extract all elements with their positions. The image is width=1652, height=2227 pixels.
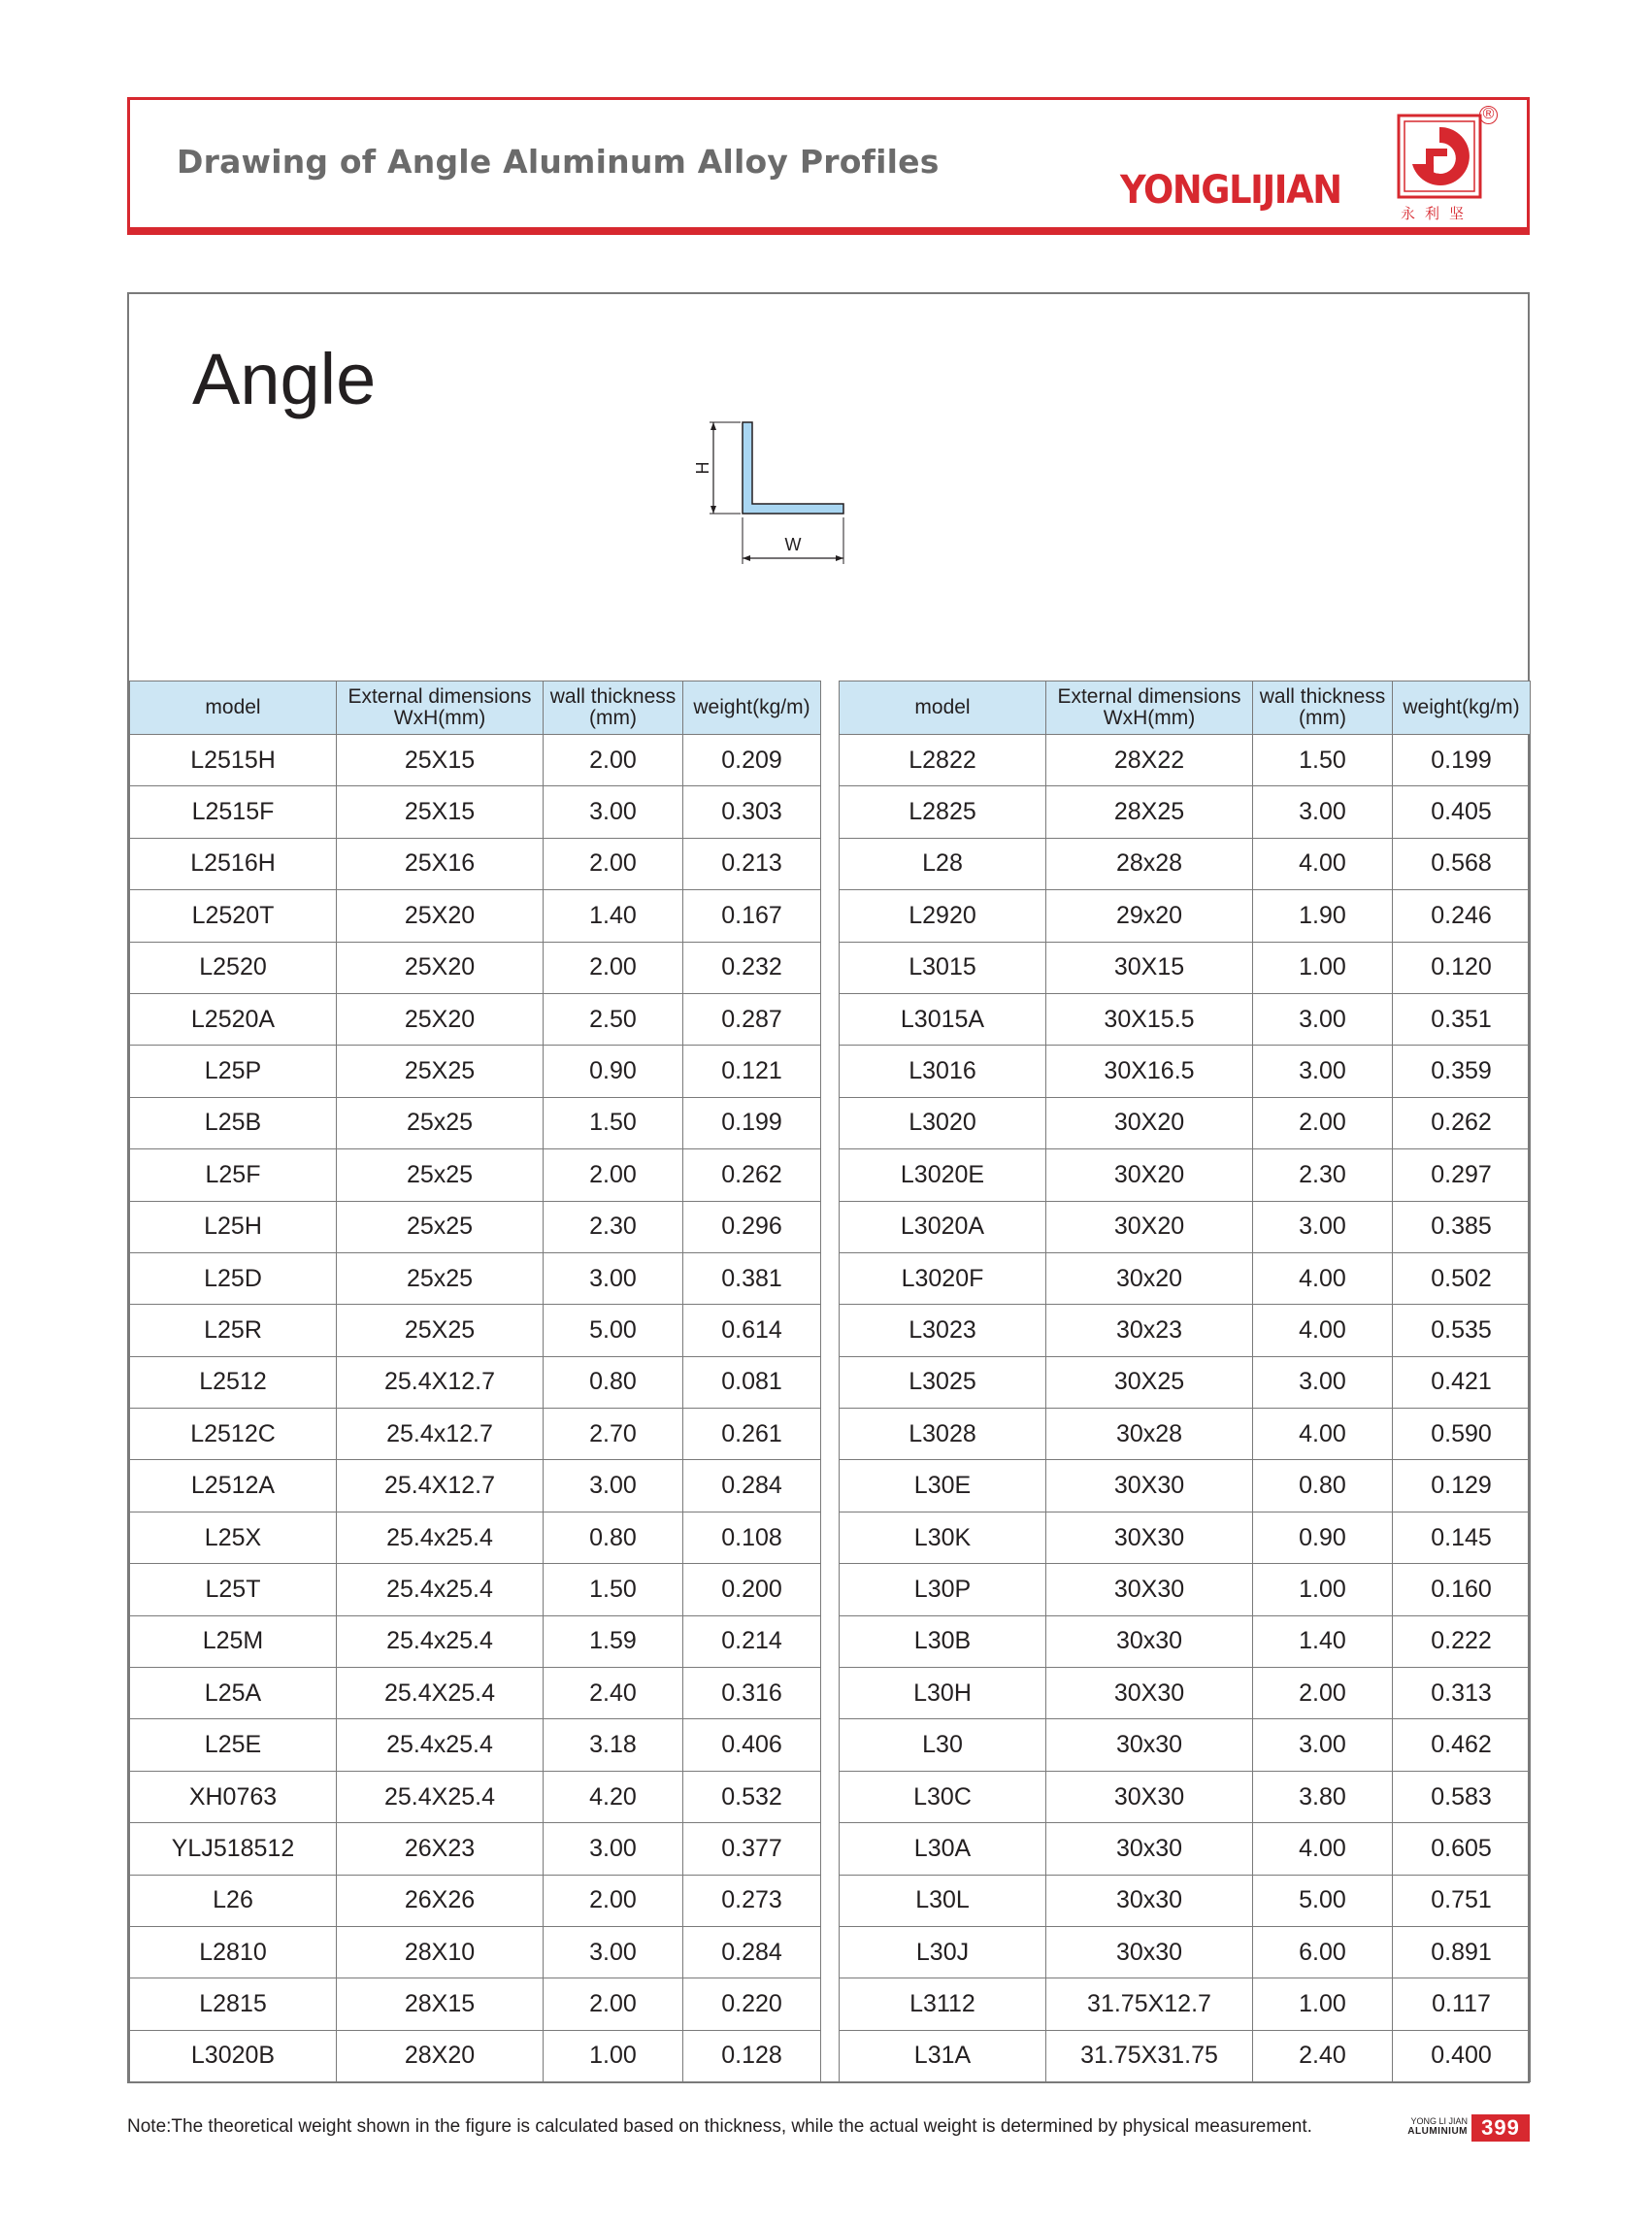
cell-dimensions: 28X22	[1046, 735, 1253, 786]
cell-model: L3020	[840, 1097, 1046, 1148]
page-header	[127, 97, 1530, 235]
cell-wall-thickness: 1.50	[544, 1097, 683, 1148]
cell-wall-thickness: 2.40	[544, 1668, 683, 1719]
cell-weight: 0.200	[683, 1564, 821, 1615]
table-row	[130, 1097, 821, 1148]
cell-wall-thickness: 1.90	[1253, 890, 1393, 942]
table-row	[840, 1356, 1531, 1408]
cell-weight: 0.120	[1393, 942, 1531, 993]
cell-wall-thickness: 2.30	[1253, 1149, 1393, 1201]
cell-dimensions: 31.75X31.75	[1046, 2030, 1253, 2081]
cell-weight: 0.167	[683, 890, 821, 942]
cell-model: L2822	[840, 735, 1046, 786]
table-row	[840, 1926, 1531, 1978]
cell-dimensions: 30X16.5	[1046, 1046, 1253, 1097]
cell-model: L2515H	[130, 735, 337, 786]
cell-dimensions: 30X30	[1046, 1460, 1253, 1512]
table-row	[130, 1409, 821, 1460]
cell-dimensions: 25X15	[337, 786, 544, 838]
cell-wall-thickness: 3.80	[1253, 1771, 1393, 1822]
cell-model: L30J	[840, 1926, 1046, 1978]
cell-wall-thickness: 3.00	[544, 1460, 683, 1512]
cell-weight: 0.273	[683, 1875, 821, 1926]
angle-profile-shape	[743, 422, 843, 514]
cell-weight: 0.381	[683, 1252, 821, 1304]
cell-dimensions: 28X25	[1046, 786, 1253, 838]
cell-dimensions: 30x28	[1046, 1409, 1253, 1460]
cell-weight: 0.213	[683, 838, 821, 889]
table-row	[130, 1046, 821, 1097]
cell-model: L3028	[840, 1409, 1046, 1460]
table-row	[130, 1201, 821, 1252]
table-row	[840, 1252, 1531, 1304]
cell-wall-thickness: 2.00	[544, 942, 683, 993]
cell-model: L3020E	[840, 1149, 1046, 1201]
cell-wall-thickness: 3.00	[544, 1252, 683, 1304]
cell-dimensions: 30x30	[1046, 1615, 1253, 1667]
cell-wall-thickness: 1.40	[544, 890, 683, 942]
cell-weight: 0.220	[683, 1978, 821, 2030]
table-row	[130, 1875, 821, 1926]
table-row	[840, 1564, 1531, 1615]
svg-text:永利坚: 永利坚	[1401, 205, 1474, 222]
angle-table-right	[839, 681, 1531, 2082]
table-row	[130, 1668, 821, 1719]
cell-model: L2516H	[130, 838, 337, 889]
cell-model: L2515F	[130, 786, 337, 838]
cell-dimensions: 26X23	[337, 1823, 544, 1875]
cell-dimensions: 28X10	[337, 1926, 544, 1978]
cell-weight: 0.614	[683, 1305, 821, 1356]
cell-model: L25B	[130, 1097, 337, 1148]
cell-model: L3016	[840, 1046, 1046, 1097]
cell-wall-thickness: 1.50	[544, 1564, 683, 1615]
cell-model: L30H	[840, 1668, 1046, 1719]
cell-dimensions: 29x20	[1046, 890, 1253, 942]
cell-model: L2520	[130, 942, 337, 993]
cell-dimensions: 25X15	[337, 735, 544, 786]
cell-model: L28	[840, 838, 1046, 889]
cell-wall-thickness: 4.00	[1253, 1252, 1393, 1304]
table-row	[130, 1252, 821, 1304]
header-title: Drawing of Angle Aluminum Alloy Profiles	[177, 143, 940, 181]
cell-dimensions: 25X25	[337, 1046, 544, 1097]
column-header-model: model	[840, 681, 1046, 735]
cell-wall-thickness: 1.50	[1253, 735, 1393, 786]
cell-wall-thickness: 6.00	[1253, 1926, 1393, 1978]
cell-model: L25H	[130, 1201, 337, 1252]
cell-dimensions: 30X15.5	[1046, 993, 1253, 1045]
cell-dimensions: 25.4X12.7	[337, 1460, 544, 1512]
cell-weight: 0.297	[1393, 1149, 1531, 1201]
cell-weight: 0.129	[1393, 1460, 1531, 1512]
table-row	[130, 1719, 821, 1771]
page-number: 399	[1471, 2114, 1530, 2142]
cell-wall-thickness: 3.00	[544, 1926, 683, 1978]
cell-wall-thickness: 2.00	[544, 1978, 683, 2030]
cell-model: L2520T	[130, 890, 337, 942]
cell-model: L2512C	[130, 1409, 337, 1460]
table-row	[840, 1512, 1531, 1563]
cell-wall-thickness: 2.00	[1253, 1668, 1393, 1719]
cell-dimensions: 25X25	[337, 1305, 544, 1356]
cell-model: L30B	[840, 1615, 1046, 1667]
cell-dimensions: 28X20	[337, 2030, 544, 2081]
cell-dimensions: 25.4x25.4	[337, 1615, 544, 1667]
column-header-wall-thickness: wall thickness (mm)	[544, 681, 683, 735]
cell-model: L25X	[130, 1512, 337, 1563]
table-row	[840, 1719, 1531, 1771]
column-header-dimensions: External dimensions WxH(mm)	[337, 681, 544, 735]
angle-table-left	[129, 681, 821, 2082]
cell-model: L2815	[130, 1978, 337, 2030]
cell-model: YLJ518512	[130, 1823, 337, 1875]
cell-model: L30E	[840, 1460, 1046, 1512]
cell-wall-thickness: 1.00	[1253, 1564, 1393, 1615]
cell-wall-thickness: 3.00	[1253, 1719, 1393, 1771]
cell-dimensions: 28x28	[1046, 838, 1253, 889]
cell-weight: 0.303	[683, 786, 821, 838]
cell-wall-thickness: 4.00	[1253, 1823, 1393, 1875]
cell-wall-thickness: 0.80	[544, 1512, 683, 1563]
table-row	[130, 942, 821, 993]
cell-model: L2512A	[130, 1460, 337, 1512]
cell-model: L3015	[840, 942, 1046, 993]
cell-wall-thickness: 1.00	[1253, 1978, 1393, 2030]
cell-dimensions: 30x30	[1046, 1926, 1253, 1978]
cell-weight: 0.209	[683, 735, 821, 786]
cell-model: L30	[840, 1719, 1046, 1771]
column-header-dimensions: External dimensions WxH(mm)	[1046, 681, 1253, 735]
cell-weight: 0.568	[1393, 838, 1531, 889]
cell-model: L25A	[130, 1668, 337, 1719]
table-row	[130, 890, 821, 942]
cell-wall-thickness: 2.00	[544, 838, 683, 889]
cell-weight: 0.891	[1393, 1926, 1531, 1978]
cell-weight: 0.284	[683, 1460, 821, 1512]
cell-dimensions: 25.4X25.4	[337, 1668, 544, 1719]
table-row	[130, 838, 821, 889]
table-row	[840, 1460, 1531, 1512]
table-row	[130, 786, 821, 838]
cell-dimensions: 30x20	[1046, 1252, 1253, 1304]
column-header-weight: weight(kg/m)	[1393, 681, 1531, 735]
table-row	[840, 1771, 1531, 1822]
cell-model: L25E	[130, 1719, 337, 1771]
cell-weight: 0.214	[683, 1615, 821, 1667]
table-row	[130, 1926, 821, 1978]
cell-model: L3020B	[130, 2030, 337, 2081]
cell-dimensions: 25.4x25.4	[337, 1564, 544, 1615]
cell-weight: 0.583	[1393, 1771, 1531, 1822]
cell-wall-thickness: 1.00	[544, 2030, 683, 2081]
cell-model: L30K	[840, 1512, 1046, 1563]
cell-wall-thickness: 0.80	[544, 1356, 683, 1408]
cell-wall-thickness: 3.00	[544, 786, 683, 838]
cell-weight: 0.262	[1393, 1097, 1531, 1148]
column-header-weight: weight(kg/m)	[683, 681, 821, 735]
table-row	[130, 1460, 821, 1512]
cell-dimensions: 25x25	[337, 1149, 544, 1201]
table-row	[130, 1615, 821, 1667]
cell-weight: 0.284	[683, 1926, 821, 1978]
cell-wall-thickness: 4.20	[544, 1771, 683, 1822]
cell-wall-thickness: 0.90	[1253, 1512, 1393, 1563]
cell-weight: 0.532	[683, 1771, 821, 1822]
cell-wall-thickness: 2.30	[544, 1201, 683, 1252]
cell-model: L25P	[130, 1046, 337, 1097]
cell-model: L25M	[130, 1615, 337, 1667]
cell-model: L30P	[840, 1564, 1046, 1615]
cell-wall-thickness: 3.00	[1253, 1356, 1393, 1408]
cell-dimensions: 30X30	[1046, 1668, 1253, 1719]
table-row	[130, 1771, 821, 1822]
cell-model: L25R	[130, 1305, 337, 1356]
cell-model: L3023	[840, 1305, 1046, 1356]
cell-weight: 0.405	[1393, 786, 1531, 838]
cell-dimensions: 30X20	[1046, 1097, 1253, 1148]
cell-dimensions: 30X30	[1046, 1771, 1253, 1822]
cell-dimensions: 30X30	[1046, 1512, 1253, 1563]
badge-label: YONG LI JIAN ALUMINIUM	[1407, 2116, 1468, 2137]
cell-weight: 0.605	[1393, 1823, 1531, 1875]
cell-weight: 0.199	[683, 1097, 821, 1148]
cell-wall-thickness: 2.00	[544, 1875, 683, 1926]
table-row	[840, 993, 1531, 1045]
cell-weight: 0.385	[1393, 1201, 1531, 1252]
cell-dimensions: 30X15	[1046, 942, 1253, 993]
cell-model: XH0763	[130, 1771, 337, 1822]
cell-dimensions: 25X20	[337, 890, 544, 942]
cell-model: L25F	[130, 1149, 337, 1201]
dimension-label-h: H	[692, 461, 712, 475]
main-frame	[127, 292, 1530, 2083]
cell-wall-thickness: 3.00	[1253, 1201, 1393, 1252]
cell-dimensions: 25.4x25.4	[337, 1719, 544, 1771]
cell-dimensions: 30X25	[1046, 1356, 1253, 1408]
table-row	[840, 890, 1531, 942]
table-row	[840, 735, 1531, 786]
footnote: Note:The theoretical weight shown in the figure is calculated based on thickness, while the actual weight is determined by physical measurement.	[127, 2116, 1312, 2137]
table-row	[130, 1305, 821, 1356]
cell-weight: 0.421	[1393, 1356, 1531, 1408]
cell-dimensions: 28X15	[337, 1978, 544, 2030]
cell-weight: 0.160	[1393, 1564, 1531, 1615]
cell-weight: 0.359	[1393, 1046, 1531, 1097]
column-header-model: model	[130, 681, 337, 735]
cell-dimensions: 25x25	[337, 1201, 544, 1252]
table-row	[840, 838, 1531, 889]
cell-weight: 0.199	[1393, 735, 1531, 786]
cell-model: L2920	[840, 890, 1046, 942]
cell-model: L25T	[130, 1564, 337, 1615]
cell-wall-thickness: 2.00	[1253, 1097, 1393, 1148]
cell-wall-thickness: 1.00	[1253, 942, 1393, 993]
table-header-row	[130, 681, 821, 735]
cell-weight: 0.262	[683, 1149, 821, 1201]
cell-model: L25D	[130, 1252, 337, 1304]
cell-dimensions: 25X20	[337, 993, 544, 1045]
cell-dimensions: 25.4x12.7	[337, 1409, 544, 1460]
cell-model: L2825	[840, 786, 1046, 838]
cell-weight: 0.222	[1393, 1615, 1531, 1667]
table-row	[840, 1978, 1531, 2030]
cell-weight: 0.296	[683, 1201, 821, 1252]
angle-profile-drawing	[673, 411, 906, 629]
table-row	[840, 1149, 1531, 1201]
cell-wall-thickness: 4.00	[1253, 838, 1393, 889]
table-row	[130, 1564, 821, 1615]
cell-wall-thickness: 5.00	[544, 1305, 683, 1356]
cell-dimensions: 30X20	[1046, 1201, 1253, 1252]
table-row	[130, 1512, 821, 1563]
cell-weight: 0.128	[683, 2030, 821, 2081]
table-row	[840, 1305, 1531, 1356]
table-row	[130, 1149, 821, 1201]
cell-wall-thickness: 0.90	[544, 1046, 683, 1097]
cell-dimensions: 30x23	[1046, 1305, 1253, 1356]
table-row	[840, 786, 1531, 838]
table-row	[840, 1668, 1531, 1719]
cell-model: L3015A	[840, 993, 1046, 1045]
cell-weight: 0.313	[1393, 1668, 1531, 1719]
cell-dimensions: 30x30	[1046, 1719, 1253, 1771]
cell-weight: 0.145	[1393, 1512, 1531, 1563]
cell-wall-thickness: 2.00	[544, 735, 683, 786]
table-row	[840, 1409, 1531, 1460]
cell-weight: 0.462	[1393, 1719, 1531, 1771]
cell-weight: 0.535	[1393, 1305, 1531, 1356]
table-row	[130, 2030, 821, 2081]
cell-weight: 0.400	[1393, 2030, 1531, 2081]
cell-weight: 0.316	[683, 1668, 821, 1719]
cell-wall-thickness: 3.00	[544, 1823, 683, 1875]
cell-dimensions: 30x30	[1046, 1875, 1253, 1926]
cell-dimensions: 25.4X25.4	[337, 1771, 544, 1822]
cell-model: L30C	[840, 1771, 1046, 1822]
cell-wall-thickness: 3.00	[1253, 993, 1393, 1045]
cell-dimensions: 30X20	[1046, 1149, 1253, 1201]
cell-model: L2810	[130, 1926, 337, 1978]
cell-weight: 0.121	[683, 1046, 821, 1097]
cell-model: L3025	[840, 1356, 1046, 1408]
cell-model: L2512	[130, 1356, 337, 1408]
cell-wall-thickness: 1.59	[544, 1615, 683, 1667]
table-row	[840, 942, 1531, 993]
table-row	[130, 735, 821, 786]
column-header-wall-thickness: wall thickness (mm)	[1253, 681, 1393, 735]
cell-wall-thickness: 2.70	[544, 1409, 683, 1460]
cell-dimensions: 25.4X12.7	[337, 1356, 544, 1408]
section-title: Angle	[192, 339, 377, 419]
cell-weight: 0.117	[1393, 1978, 1531, 2030]
table-row	[130, 1356, 821, 1408]
table-row	[840, 1046, 1531, 1097]
cell-wall-thickness: 4.00	[1253, 1305, 1393, 1356]
table-row	[130, 1823, 821, 1875]
table-row	[130, 993, 821, 1045]
cell-wall-thickness: 2.40	[1253, 2030, 1393, 2081]
cell-wall-thickness: 2.50	[544, 993, 683, 1045]
cell-dimensions: 26X26	[337, 1875, 544, 1926]
cell-wall-thickness: 5.00	[1253, 1875, 1393, 1926]
table-row	[840, 1097, 1531, 1148]
brand-name: YONGLIJIAN	[1120, 168, 1341, 213]
cell-model: L3112	[840, 1978, 1046, 2030]
cell-wall-thickness: 3.00	[1253, 786, 1393, 838]
cell-weight: 0.246	[1393, 890, 1531, 942]
cell-dimensions: 30x30	[1046, 1823, 1253, 1875]
cell-model: L30A	[840, 1823, 1046, 1875]
cell-weight: 0.287	[683, 993, 821, 1045]
cell-dimensions: 31.75X12.7	[1046, 1978, 1253, 2030]
cell-model: L30L	[840, 1875, 1046, 1926]
cell-wall-thickness: 3.00	[1253, 1046, 1393, 1097]
table-header-row	[840, 681, 1531, 735]
cell-dimensions: 25.4x25.4	[337, 1512, 544, 1563]
table-row	[840, 1823, 1531, 1875]
table-row	[840, 1875, 1531, 1926]
cell-model: L2520A	[130, 993, 337, 1045]
cell-wall-thickness: 4.00	[1253, 1409, 1393, 1460]
svg-text:YL: YL	[1418, 161, 1439, 180]
cell-weight: 0.406	[683, 1719, 821, 1771]
brand-logo-icon	[1397, 114, 1482, 222]
cell-weight: 0.377	[683, 1823, 821, 1875]
cell-model: L3020F	[840, 1252, 1046, 1304]
cell-dimensions: 25X20	[337, 942, 544, 993]
cell-wall-thickness: 0.80	[1253, 1460, 1393, 1512]
table-row	[840, 2030, 1531, 2081]
cell-weight: 0.108	[683, 1512, 821, 1563]
cell-dimensions: 25X16	[337, 838, 544, 889]
table-row	[130, 1978, 821, 2030]
cell-dimensions: 25x25	[337, 1097, 544, 1148]
cell-weight: 0.081	[683, 1356, 821, 1408]
cell-weight: 0.232	[683, 942, 821, 993]
cell-wall-thickness: 3.18	[544, 1719, 683, 1771]
cell-weight: 0.261	[683, 1409, 821, 1460]
cell-weight: 0.590	[1393, 1409, 1531, 1460]
table-row	[840, 1201, 1531, 1252]
cell-model: L3020A	[840, 1201, 1046, 1252]
cell-weight: 0.351	[1393, 993, 1531, 1045]
dimension-label-w: W	[784, 535, 802, 554]
cell-weight: 0.751	[1393, 1875, 1531, 1926]
cell-model: L31A	[840, 2030, 1046, 2081]
cell-wall-thickness: 1.40	[1253, 1615, 1393, 1667]
table-row	[840, 1615, 1531, 1667]
cell-weight: 0.502	[1393, 1252, 1531, 1304]
cell-dimensions: 25x25	[337, 1252, 544, 1304]
cell-wall-thickness: 2.00	[544, 1149, 683, 1201]
cell-model: L26	[130, 1875, 337, 1926]
registered-mark: ®	[1479, 106, 1498, 124]
cell-dimensions: 30X30	[1046, 1564, 1253, 1615]
